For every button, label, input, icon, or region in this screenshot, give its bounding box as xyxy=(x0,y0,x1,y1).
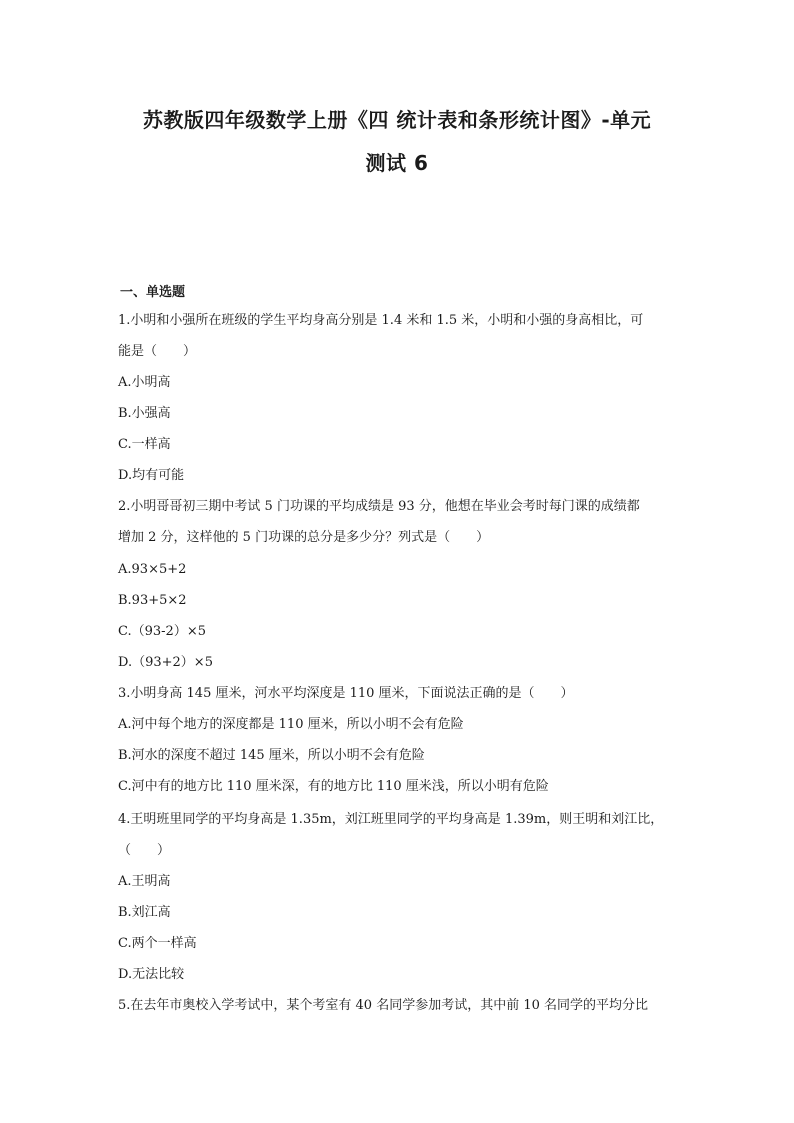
q1-stem-line-2: 能是（ ） xyxy=(118,344,197,359)
q2-option-d: D.（93+2）×5 xyxy=(118,655,213,670)
q1-option-c: C.一样高 xyxy=(118,437,171,452)
q2-option-b: B.93+5×2 xyxy=(118,593,187,608)
q1-option-b: B.小强高 xyxy=(118,406,171,421)
q1-stem-line-1: 1.小明和小强所在班级的学生平均身高分别是 1.4 米和 1.5 米，小明和小强的身高相比，可 xyxy=(118,313,644,328)
q4-stem-line-2: （ ） xyxy=(118,843,171,858)
q4-option-c: C.两个一样高 xyxy=(118,936,197,951)
q2-stem-line-2: 增加 2 分，这样他的 5 门功课的总分是多少分？列式是（ ） xyxy=(118,530,490,545)
q4-stem-line-1: 4.王明班里同学的平均身高是 1.35m，刘江班里同学的平均身高是 1.39m，则王明和刘江比， xyxy=(118,812,664,827)
q4-option-d: D.无法比较 xyxy=(118,967,185,982)
q1-option-a: A.小明高 xyxy=(118,375,171,390)
q3-option-a: A.河中每个地方的深度都是 110 厘米，所以小明不会有危险 xyxy=(118,717,464,732)
document-title-line-2: 测试 6 xyxy=(365,151,429,175)
q4-option-a: A.王明高 xyxy=(118,874,171,889)
q3-option-b: B.河水的深度不超过 145 厘米，所以小明不会有危险 xyxy=(118,748,425,763)
q1-option-d: D.均有可能 xyxy=(118,468,185,483)
q3-option-c: C.河中有的地方比 110 厘米深，有的地方比 110 厘米浅，所以小明有危险 xyxy=(118,779,549,794)
q2-option-a: A.93×5+2 xyxy=(118,562,187,577)
q2-option-c: C.（93-2）×5 xyxy=(118,624,206,639)
q4-option-b: B.刘江高 xyxy=(118,905,171,920)
q3-stem: 3.小明身高 145 厘米，河水平均深度是 110 厘米，下面说法正确的是（ ） xyxy=(118,686,574,701)
section-heading-single-choice: 一、单选题 xyxy=(120,285,186,300)
q5-stem-line-1: 5.在去年市奥校入学考试中，某个考室有 40 名同学参加考试，其中前 10 名同学的平均分比 xyxy=(118,998,649,1013)
q2-stem-line-1: 2.小明哥哥初三期中考试 5 门功课的平均成绩是 93 分，他想在毕业会考时每门课的成绩都 xyxy=(118,499,640,514)
document-title-line-1: 苏教版四年级数学上册《四 统计表和条形统计图》-单元 xyxy=(142,108,652,132)
